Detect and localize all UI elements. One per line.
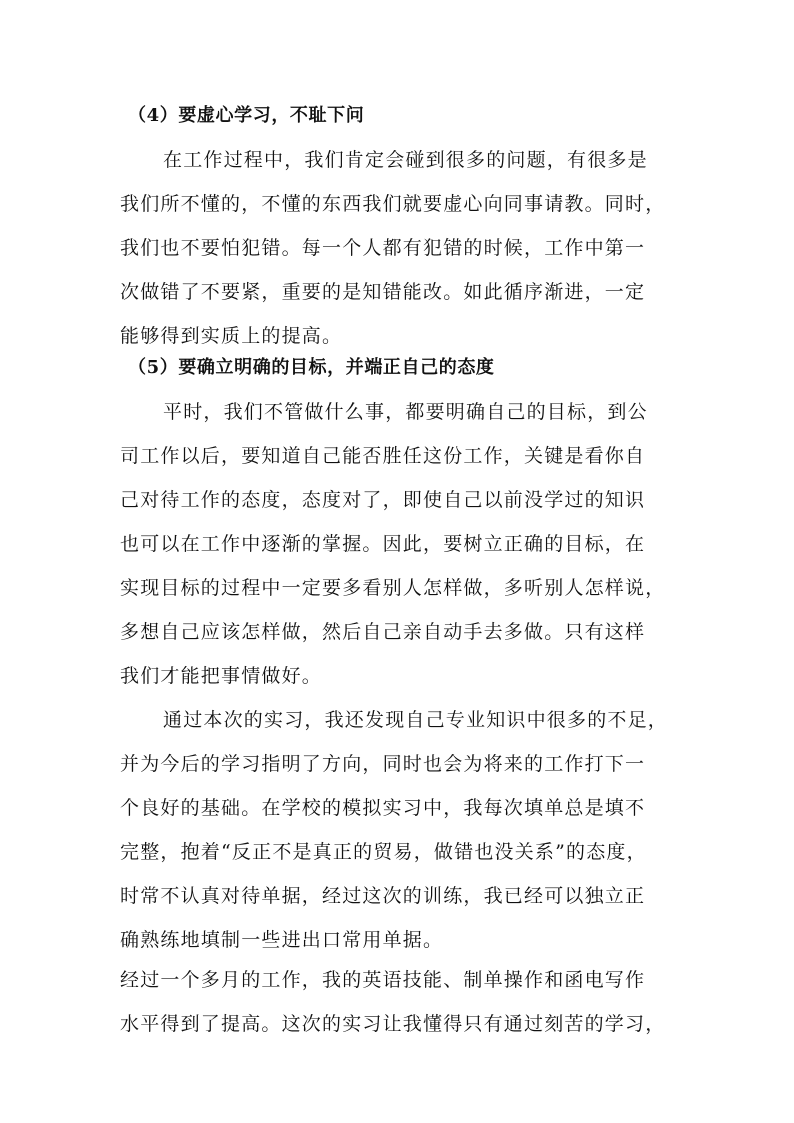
paragraph-line: 在工作过程中，我们肯定会碰到很多的问题，有很多是 [163,149,648,171]
paragraph-line: 我们也不要怕犯错。每一个人都有犯错的时候，工作中第一 [120,237,646,259]
paragraph-line: 己对待工作的态度，态度对了，即使自己以前没学过的知识 [120,489,646,511]
paragraph-line: 次做错了不要紧，重要的是知错能改。如此循序渐进，一定 [120,281,646,303]
paragraph-line: 并为今后的学习指明了方向，同时也会为将来的工作打下一 [120,753,646,775]
paragraph-line: 时常不认真对待单据，经过这次的训练，我已经可以独立正 [120,885,646,907]
paragraph-line: 确熟练地填制一些进出口常用单据。 [120,929,444,951]
paragraph-line: 我们才能把事情做好。 [120,665,323,687]
paragraph-line: 水平得到了提高。这次的实习让我懂得只有通过刻苦的学习， [120,1013,666,1035]
paragraph-line: 我们所不懂的，不懂的东西我们就要虚心向同事请教。同时， [120,193,666,215]
paragraph-line: 通过本次的实习，我还发现自己专业知识中很多的不足， [163,709,669,731]
paragraph-line: 经过一个多月的工作，我的英语技能、制单操作和函电写作 [120,969,646,991]
paragraph-line: 司工作以后，要知道自己能否胜任这份工作，关键是看你自 [120,445,646,467]
paragraph-line: 个良好的基础。在学校的模拟实习中，我每次填单总是填不 [120,797,646,819]
section-heading-4: （4）要虚心学习，不耻下问 [128,105,365,126]
paragraph-line: 平时，我们不管做什么事，都要明确自己的目标，到公 [163,401,648,423]
paragraph-line: 实现目标的过程中一定要多看别人怎样做，多听别人怎样说， [120,577,666,599]
section-heading-5: （5）要确立明确的目标，并端正自己的态度 [128,357,495,378]
paragraph-line: 也可以在工作中逐渐的掌握。因此，要树立正确的目标，在 [120,533,646,555]
paragraph-line: 多想自己应该怎样做，然后自己亲自动手去多做。只有这样 [120,621,646,643]
paragraph-line: 完整，抱着“反正不是真正的贸易，做错也没关系”的态度， [120,841,647,863]
paragraph-line: 能够得到实质上的提高。 [120,325,343,347]
